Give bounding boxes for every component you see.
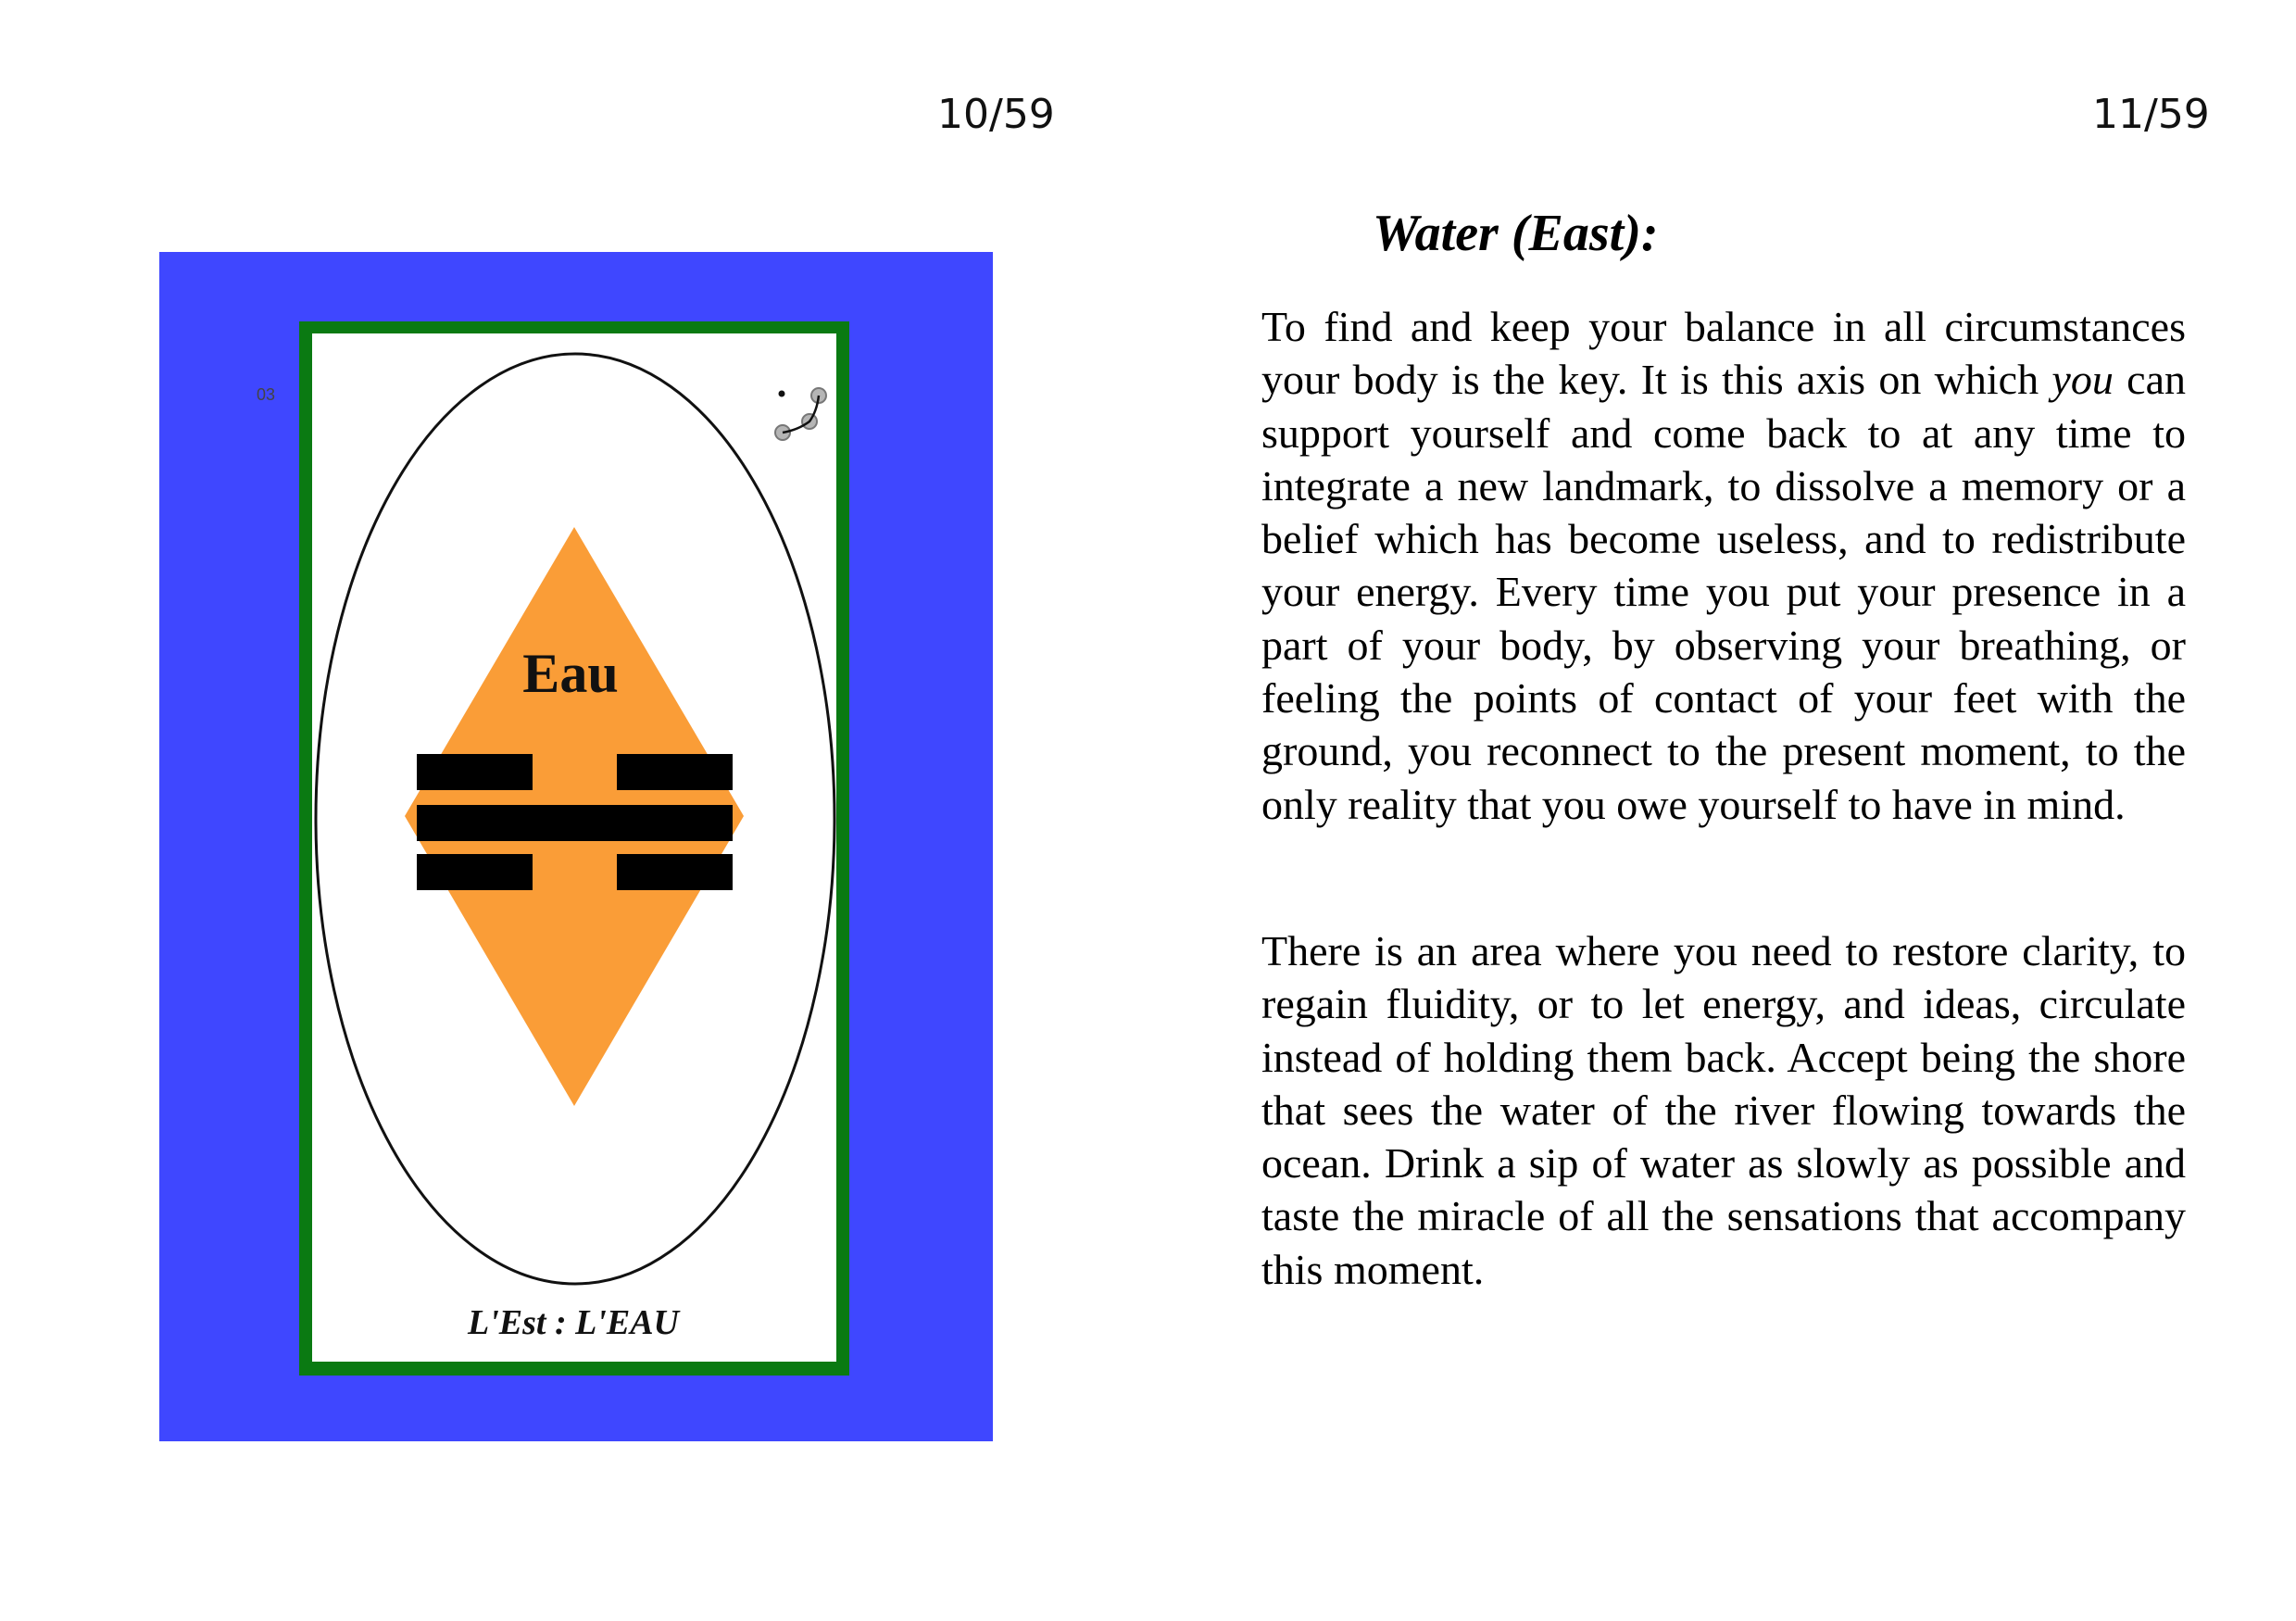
tarot-card-image [159, 252, 993, 1441]
page-number-right: 11/59 [2092, 91, 2210, 138]
page-number-left: 10/59 [937, 91, 1055, 138]
card-caption: L'Est : L'EAU [467, 1303, 680, 1342]
paragraph-1-emphasis: you [2051, 356, 2114, 404]
section-title: Water (East): [1373, 205, 1659, 262]
body-paragraph-2: There is an area where you need to restore clarity, to regain fluidity, or to let energy, and ideas, circulate instead of holding them back. Accept being the shore that sees the water of the river flowing towards the ocean. Drink a sip of water as slowly as possible and taste the miracle of all the sensations that accompany this moment. [1261, 927, 2186, 1293]
paragraph-1-text-end: can support yourself and come back to at any time to integrate a new landmark, to dissolve a memory or a belief which has become useless, and to redistribute your energy. Every time you put your presence in a part of your body, by observing your breathing, or feeling the points of contact of your feet with the ground, you reconnect to the present moment, to the only reality that you owe yourself to have in mind. [1261, 356, 2186, 828]
body-paragraph-1 [1261, 300, 2186, 831]
trigram-bottom-right-bar [617, 854, 733, 890]
trigram-bottom-left-bar [417, 854, 533, 890]
card-corner-number: 03 [257, 385, 276, 404]
trigram-middle-bar [417, 805, 733, 841]
trigram-top-left-bar [417, 754, 533, 790]
trigram-top-right-bar [617, 754, 733, 790]
paragraph-1-text-start: To find and keep your balance in all circumstances your body is the key. It is this axis on which [1261, 303, 2186, 404]
card-diamond-label: Eau [522, 643, 619, 704]
